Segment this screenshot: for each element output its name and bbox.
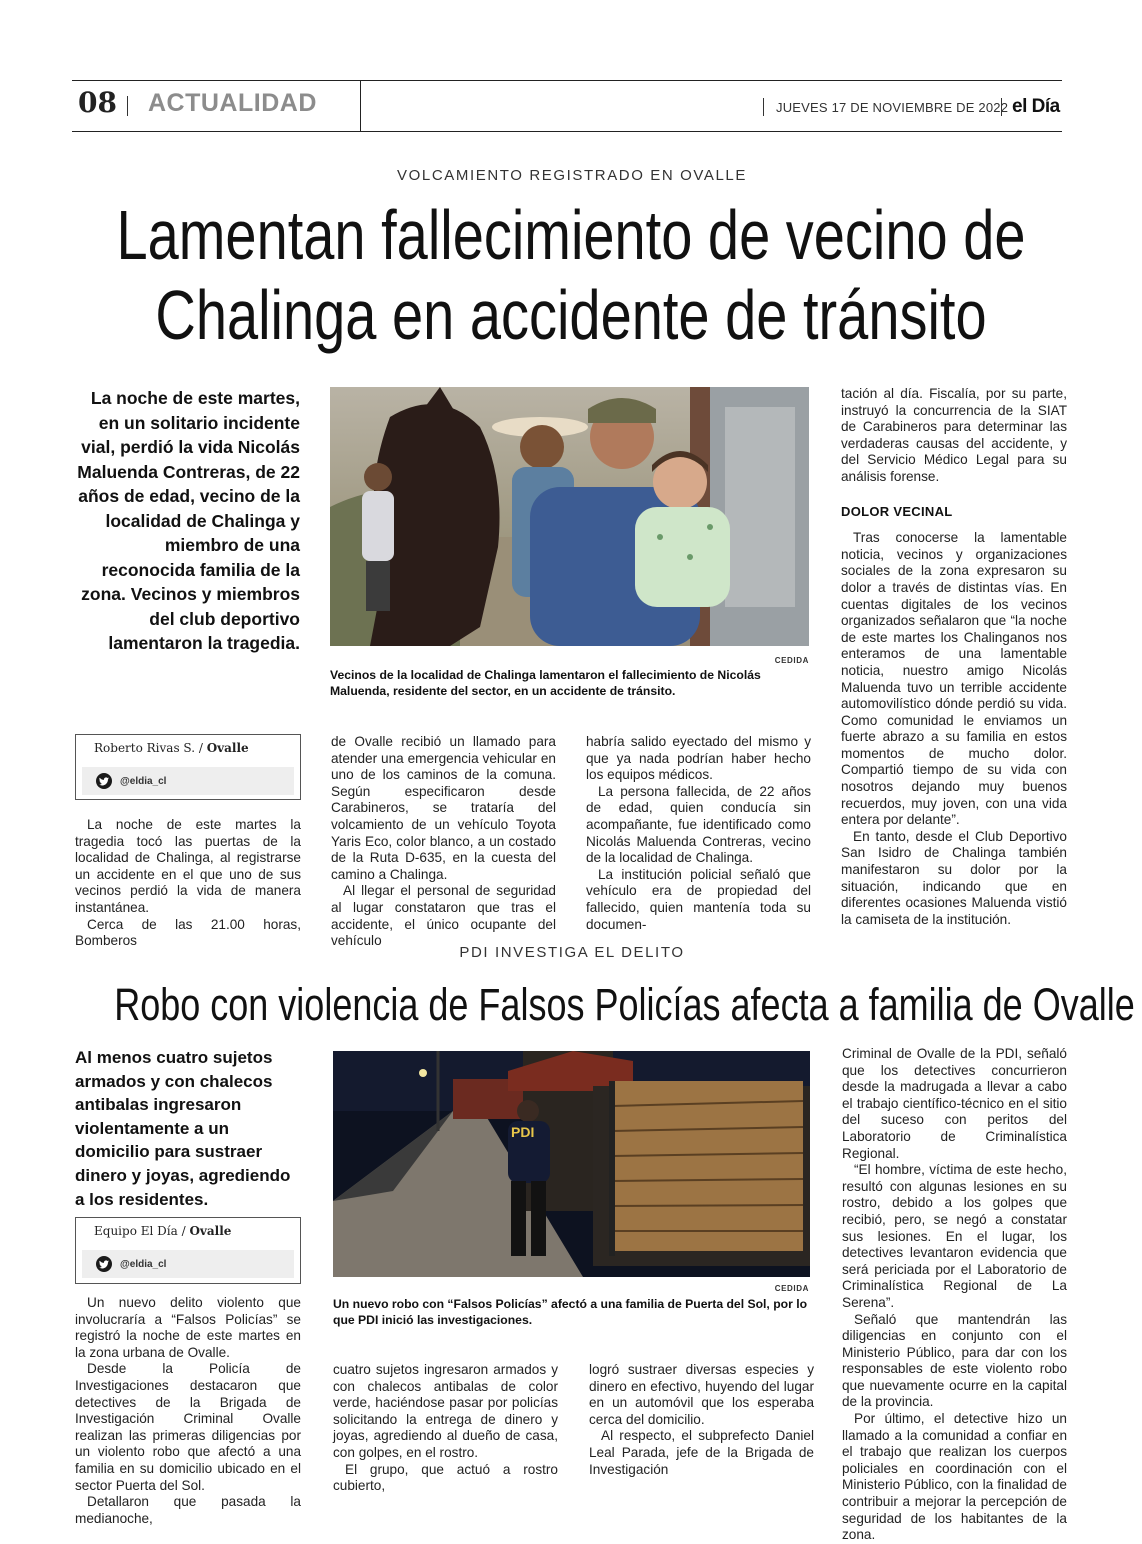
- paragraph: En tanto, desde el Club Deportivo San Isidro de Chalinga también manifestaron su dolor por la situación, indicando que en diferentes ocasiones Maluenda vistió la camiseta de la institución.: [841, 828, 1067, 927]
- issue-date: JUEVES 17 DE NOVIEMBRE DE 2022: [776, 100, 1009, 115]
- paragraph: Al llegar el personal de seguridad al lugar constataron que tras el accidente, el único ocupante del vehículo: [331, 883, 556, 949]
- twitter-icon: [96, 1256, 112, 1272]
- paragraph: tación al día. Fiscalía, por su parte, instruyó la concurrencia de la SIAT de Carabineros para determinar las verdaderas causas del accidente, y del Servicio Médico Legal para su análisis forense.: [841, 386, 1067, 484]
- header-separator: [127, 96, 128, 116]
- pdi-vest-text: PDI: [511, 1124, 535, 1140]
- article2-photo-illustration: [333, 1051, 810, 1277]
- article1-column2: [331, 734, 556, 950]
- paragraph: La persona fallecida, de 22 años de edad, quien conducía sin acompañante, fue identificado como Nicolás Maluenda Contreras, vecino de la localidad de Chalinga.: [586, 783, 811, 866]
- article1-column4: [841, 386, 1067, 928]
- paragraph: habría salido eyectado del mismo y que ya nada podrían haber hecho los equipos médicos.: [586, 734, 811, 783]
- article1-column1: [75, 817, 301, 950]
- article2-kicker: PDI INVESTIGA EL DELITO: [459, 944, 685, 961]
- article1-byline: [75, 734, 301, 800]
- paragraph: Al respecto, el subprefecto Daniel Leal Parada, jefe de la Brigada de Investigación: [589, 1428, 814, 1477]
- article1-lead: La noche de este martes, en un solitario incidente vial, perdió la vida Nicolás Maluenda Contreras, de 22 años de edad, vecino de la localidad de Chalinga y miembro de una reconocida familia de la zona. Vecinos y miembros del club deportivo lamentaron la tragedia.: [77, 388, 300, 653]
- article1-subhead: DOLOR VECINAL: [841, 503, 953, 519]
- article1-headline-line1: Lamentan fallecimiento de vecino de: [116, 196, 1026, 274]
- paragraph: “El hombre, víctima de este hecho, resultó con algunas lesiones en su rostro, debido a los golpes que recibió, pero, se negó a constatar sus lesiones. En el lugar, los detectives levantaron evidencia que será periciada por el Laboratorio de Criminalística Regional de La Serena”.: [842, 1162, 1067, 1310]
- paragraph: Por último, el detective hizo un llamado a la comunidad a confiar en el trabajo que realizan los cuerpos policiales en coordinación con el Ministerio Público, con la finalidad de contribuir a mejorar la percepción de seguridad de los habitantes de la zona.: [842, 1411, 1067, 1543]
- article1-column3: [586, 734, 811, 933]
- twitter-handle: @eldia_cl: [120, 775, 167, 787]
- byline-name: Equipo El Día /: [94, 1224, 190, 1238]
- section-title: ACTUALIDAD: [148, 89, 317, 117]
- paragraph: El grupo, que actuó a rostro cubierto,: [333, 1461, 558, 1494]
- article2-lead: Al menos cuatro sujetos armados y con chalecos antibalas ingresaron violentamente a un domicilio para sustraer dinero y joyas, agrediendo a los residentes.: [75, 1048, 291, 1209]
- paragraph: de Ovalle recibió un llamado para atender una emergencia vehicular en uno de los caminos de la comuna. Según especificaron desde Carabineros, se trataría del volcamiento de un vehículo Toyota Yaris Eco, color blanco, a un costado de la Ruta D-635, en la cuesta del camino a Chalinga.: [331, 734, 556, 882]
- paragraph: logró sustraer diversas especies y dinero en efectivo, huyendo del lugar en un automóvil que los esperaba cerca del domicilio.: [589, 1362, 814, 1427]
- paragraph: La institución policial señaló que vehículo era de propiedad del fallecido, quien mantenía toda su documen-: [586, 866, 811, 932]
- paragraph: Detallaron que pasada la medianoche,: [75, 1494, 301, 1526]
- article1-photo: [330, 387, 809, 646]
- article1-headline-line2: Chalinga en accidente de tránsito: [155, 276, 987, 354]
- article2-caption: Un nuevo robo con “Falsos Policías” afectó a una familia de Puerta del Sol, por lo que PDI inició las investigaciones.: [333, 1297, 808, 1327]
- paragraph: La noche de este martes la tragedia tocó las puertas de la localidad de Chalinga, al registrarse un accidente en el que uno de sus vecinos perdió la vida de manera instantánea.: [75, 817, 301, 915]
- article2-column3: [589, 1362, 814, 1478]
- byline-place: Ovalle: [206, 741, 249, 755]
- article1-photo-credit: CEDIDA: [774, 656, 809, 665]
- byline-twitter[interactable]: [82, 767, 294, 795]
- paragraph: Señaló que mantendrán las diligencias en conjunto con el Ministerio Público, para dar con los responsables de este violento robo que nuevamente ocurre en la capital de la provincia.: [842, 1311, 1067, 1410]
- twitter-handle: @eldia_cl: [120, 1258, 167, 1270]
- article2-headline: Robo con violencia de Falsos Policías afecta a familia de Ovalle: [114, 979, 1135, 1030]
- article1-caption: Vecinos de la localidad de Chalinga lamentaron el fallecimiento de Nicolás Maluenda, residente del sector, en un accidente de tránsito.: [330, 668, 761, 698]
- twitter-icon: [96, 773, 112, 789]
- byline-place: Ovalle: [189, 1224, 232, 1238]
- paragraph: cuatro sujetos ingresaron armados y con chalecos antibalas de color verde, haciéndose pasar por policías solicitando la entrega de dinero y joyas, agrediendo al dueño de casa, con golpes, en el rostro.: [333, 1362, 558, 1460]
- byline-twitter[interactable]: [82, 1250, 294, 1278]
- header-separator: [763, 98, 764, 116]
- byline-author: [76, 1218, 300, 1250]
- header-divider: [360, 80, 361, 131]
- byline-name: Roberto Rivas S. /: [94, 741, 207, 755]
- header-top-rule: [72, 80, 1062, 81]
- page-number: 08: [78, 86, 117, 119]
- article1-kicker: VOLCAMIENTO REGISTRADO EN OVALLE: [397, 167, 747, 184]
- article2-byline: [75, 1217, 301, 1284]
- newspaper-logo: el Día: [1012, 96, 1060, 117]
- header-separator: [1001, 98, 1002, 116]
- article1-photo-illustration: [330, 387, 809, 646]
- paragraph: Tras conocerse la lamentable noticia, vecinos y organizaciones sociales de la zona expresaron su dolor a través de distintas vías. En cuentas digitales de los vecinos organizados señalaron que “la noche de este martes los Chalinganos nos enteramos de una lamentable noticia, nuestro amigo Nicolás Maluenda tuvo un terrible accidente automovilístico dónde perdió su vida. Como comunidad le enviamos un fuerte abrazo a su familia en estos momentos de mucho dolor. Compartió tiempo de su vida con nosotros dejando muy buenos recuerdos, muy joven, con una vida entera por delante”.: [841, 530, 1067, 828]
- paragraph: Cerca de las 21.00 horas, Bomberos: [75, 916, 301, 949]
- paragraph: Criminal de Ovalle de la PDI, señaló que los detectives concurrieron desde la madrugada a llevar a cabo el trabajo científico-técnico en el sitio del suceso con peritos del Laboratorio de Criminalística Regional.: [842, 1046, 1067, 1161]
- article2-photo: [333, 1051, 810, 1277]
- paragraph: Desde la Policía de Investigaciones destacaron que detectives de la Brigada de Investigación Criminal Ovalle realizan las primeras diligencias por un violento robo que afectó a una familia en su domicilio ubicado en el sector Puerta del Sol.: [75, 1361, 301, 1493]
- article2-column2: [333, 1362, 558, 1495]
- header-bottom-rule: [72, 131, 1062, 132]
- article2-column1: [75, 1295, 301, 1527]
- byline-author: [76, 735, 300, 767]
- article2-photo-credit: CEDIDA: [774, 1284, 809, 1293]
- paragraph: Un nuevo delito violento que involucraría a “Falsos Policías” se registró la noche de este martes en la zona urbana de Ovalle.: [75, 1295, 301, 1360]
- article2-column4: [842, 1046, 1067, 1544]
